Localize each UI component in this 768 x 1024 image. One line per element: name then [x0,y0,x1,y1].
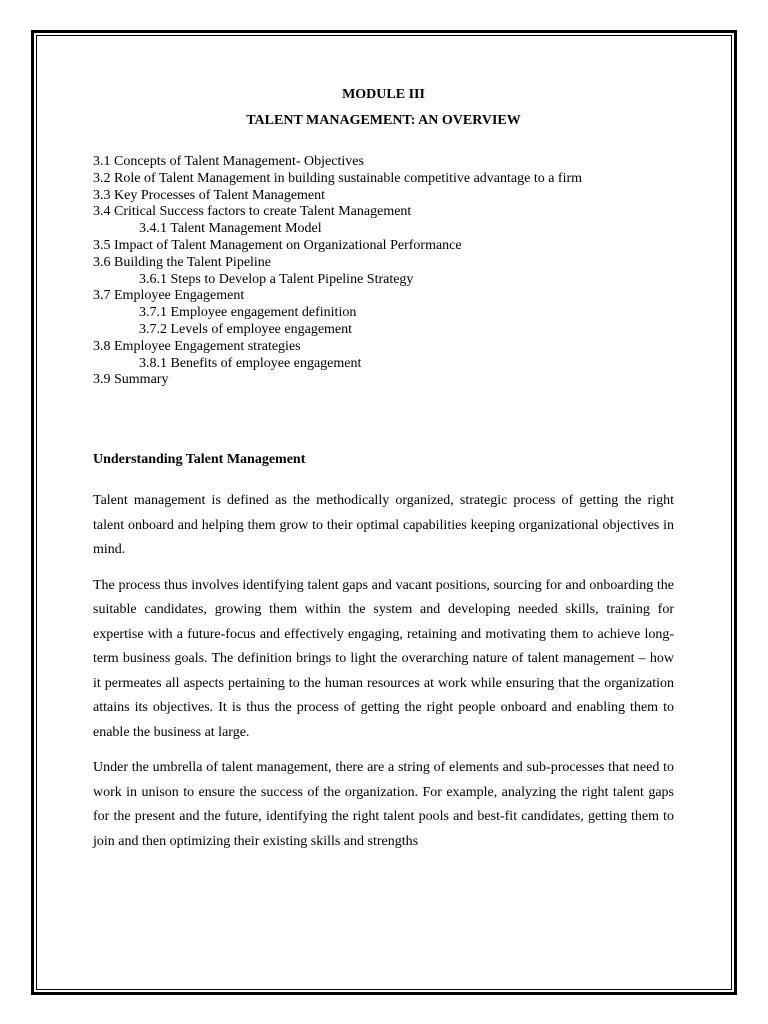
toc-item: 3.8 Employee Engagement strategies [93,338,301,354]
toc-item: 3.7 Employee Engagement [93,288,245,304]
toc-item: 3.7.2 Levels of employee engagement [139,321,353,337]
toc-item: 3.6.1 Steps to Develop a Talent Pipeline Strategy [139,271,414,287]
toc-item: 3.5 Impact of Talent Management on Organizational Performance [93,237,462,253]
paragraph-umbrella: Under the umbrella of talent management, there are a string of elements and sub-processes that need to work in unison to ensure the success of the organization. For example, analyzing the right talent gaps for the present and the future, identifying the right talent pools and best-fit candidates, getting them to join and then optimizing their existing skills and strengths [93,760,674,849]
toc-item: 3.6 Building the Talent Pipeline [93,254,272,270]
module-heading: MODULE III [342,87,425,102]
toc-item: 3.3 Key Processes of Talent Management [93,187,326,203]
toc-item: 3.7.1 Employee engagement definition [139,305,357,321]
toc-item: 3.9 Summary [93,372,169,388]
toc-item: 3.1 Concepts of Talent Management- Objectives [93,154,364,169]
page-content [93,86,674,854]
toc-item: 3.2 Role of Talent Management in building sustainable competitive advantage to a firm [93,170,583,186]
module-title: TALENT MANAGEMENT: AN OVERVIEW [246,113,521,128]
toc-item: 3.4 Critical Success factors to create Talent Management [93,204,412,220]
toc-item: 3.4.1 Talent Management Model [139,221,322,237]
table-of-contents [93,154,674,389]
toc-item: 3.8.1 Benefits of employee engagement [139,355,362,371]
paragraph-definition: Talent management is defined as the methodically organized, strategic process of getting the right talent onboard and helping them grow to their optimal capabilities keeping organizational objectives in mind. [93,493,674,558]
paragraph-process: The process thus involves identifying talent gaps and vacant positions, sourcing for and onboarding the suitable candidates, growing them within the system and developing needed skills, training for expertise with a future-focus and effectively engaging, retaining and motivating them to achieve long-term business goals. The definition brings to light the overarching nature of talent management – how it permeates all aspects pertaining to the human resources at work while ensuring that the organization attains its objectives. It is thus the process of getting the right people onboard and enabling them to enable the business at large. [93,577,674,740]
section-heading: Understanding Talent Management [93,452,306,468]
